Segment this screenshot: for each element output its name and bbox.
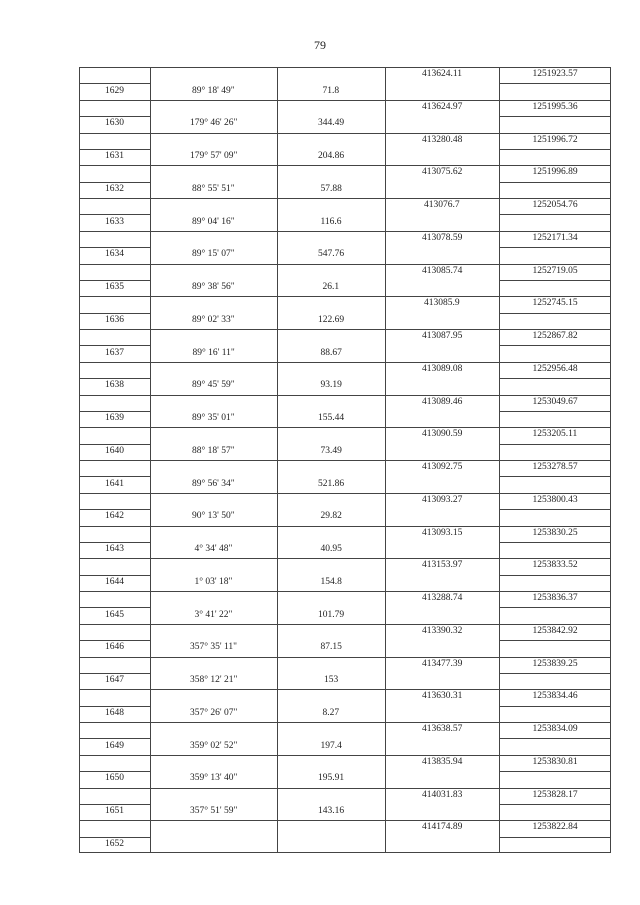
segment-length: 154.8 — [320, 576, 342, 587]
coord-x: 413477.39 — [422, 658, 463, 669]
half-rule — [499, 771, 611, 772]
segment-angle: 88° 18' 57" — [192, 445, 235, 456]
half-rule — [499, 738, 611, 739]
coord-y: 1253205.11 — [532, 429, 578, 440]
half-rule — [499, 706, 611, 707]
half-rule — [79, 771, 150, 772]
half-rule — [79, 738, 150, 739]
segment-length: 195.91 — [318, 773, 345, 784]
point-id: 1652 — [105, 838, 124, 849]
coord-y: 1252867.82 — [532, 331, 578, 342]
row-rule — [79, 100, 611, 101]
segment-length: 547.76 — [318, 249, 345, 260]
segment-length: 122.69 — [318, 314, 345, 325]
point-id: 1651 — [105, 806, 124, 817]
half-rule — [79, 378, 150, 379]
segment-length: 26.1 — [322, 282, 340, 293]
coord-x: 413630.31 — [422, 691, 463, 702]
half-rule — [499, 313, 611, 314]
row-rule — [79, 689, 611, 690]
half-rule — [79, 345, 150, 346]
segment-angle: 359° 13' 40" — [190, 773, 238, 784]
coord-y: 1253830.81 — [532, 756, 578, 767]
point-id: 1647 — [105, 675, 124, 686]
half-rule — [499, 149, 611, 150]
segment-angle: 359° 02' 52" — [190, 740, 238, 751]
half-rule — [79, 706, 150, 707]
coord-x: 413638.57 — [422, 724, 463, 735]
segment-length: 8.27 — [322, 707, 340, 718]
point-id: 1645 — [105, 609, 124, 620]
row-rule — [79, 526, 611, 527]
coord-x: 413078.59 — [422, 232, 463, 243]
segment-angle: 4° 34' 48" — [194, 544, 233, 555]
half-rule — [79, 640, 150, 641]
point-id: 1635 — [105, 282, 124, 293]
point-id: 1639 — [105, 413, 124, 424]
coord-x: 413093.27 — [422, 494, 463, 505]
segment-angle: 358° 12' 21" — [190, 675, 238, 686]
half-rule — [79, 509, 150, 510]
half-rule — [499, 247, 611, 248]
segment-length: 155.44 — [318, 413, 345, 424]
point-id: 1632 — [105, 183, 124, 194]
point-id: 1641 — [105, 478, 124, 489]
coord-y: 1251996.72 — [532, 134, 578, 145]
row-rule — [79, 198, 611, 199]
row-rule — [79, 362, 611, 363]
half-rule — [79, 444, 150, 445]
coord-y: 1253830.25 — [532, 527, 578, 538]
row-rule — [79, 133, 611, 134]
row-rule — [79, 395, 611, 396]
segment-angle: 89° 15' 07" — [192, 249, 235, 260]
segment-angle: 89° 56' 34" — [192, 478, 235, 489]
half-rule — [79, 214, 150, 215]
coord-y: 1252054.76 — [532, 200, 578, 211]
coord-x: 413090.59 — [422, 429, 463, 440]
coord-y: 1253278.57 — [532, 462, 578, 473]
half-rule — [79, 83, 150, 84]
coord-y: 1252956.48 — [532, 363, 578, 374]
half-rule — [499, 804, 611, 805]
half-rule — [79, 247, 150, 248]
half-rule — [79, 837, 150, 838]
half-rule — [499, 116, 611, 117]
coordinate-table — [79, 67, 611, 853]
point-id: 1630 — [105, 118, 124, 129]
row-rule — [79, 591, 611, 592]
half-rule — [79, 411, 150, 412]
coord-x: 413288.74 — [422, 593, 463, 604]
row-rule — [79, 231, 611, 232]
segment-length: 29.82 — [320, 511, 342, 522]
segment-angle: 3° 41' 22" — [194, 609, 233, 620]
half-rule — [499, 83, 611, 84]
segment-length: 88.67 — [320, 347, 342, 358]
half-rule — [79, 280, 150, 281]
coord-x: 413075.62 — [422, 167, 463, 178]
coord-y: 1253828.17 — [532, 789, 578, 800]
coord-x: 413280.48 — [422, 134, 463, 145]
segment-length: 71.8 — [322, 85, 340, 96]
half-rule — [499, 837, 611, 838]
half-rule — [499, 411, 611, 412]
row-rule — [79, 788, 611, 789]
table-border — [79, 67, 611, 68]
coord-y: 1253842.92 — [532, 625, 578, 636]
coord-x: 413835.94 — [422, 756, 463, 767]
segment-angle: 357° 35' 11" — [190, 642, 238, 653]
half-rule — [79, 542, 150, 543]
segment-length: 197.4 — [320, 740, 342, 751]
table-border — [79, 852, 611, 853]
point-id: 1638 — [105, 380, 124, 391]
coord-y: 1253834.46 — [532, 691, 578, 702]
coord-x: 413624.97 — [422, 101, 463, 112]
coord-x: 413085.74 — [422, 265, 463, 276]
segment-angle: 1° 03' 18" — [194, 576, 233, 587]
coord-x: 414174.89 — [422, 822, 463, 833]
segment-angle: 89° 02' 33" — [192, 314, 235, 325]
coord-y: 1253833.52 — [532, 560, 578, 571]
half-rule — [499, 444, 611, 445]
segment-length: 116.6 — [320, 216, 342, 227]
segment-length: 57.88 — [320, 183, 342, 194]
half-rule — [499, 378, 611, 379]
half-rule — [79, 575, 150, 576]
row-rule — [79, 624, 611, 625]
coord-y: 1252745.15 — [532, 298, 578, 309]
half-rule — [499, 542, 611, 543]
half-rule — [499, 345, 611, 346]
segment-angle: 88° 55' 51" — [192, 183, 235, 194]
point-id: 1629 — [105, 85, 124, 96]
half-rule — [79, 313, 150, 314]
half-rule — [499, 476, 611, 477]
row-rule — [79, 755, 611, 756]
point-id: 1640 — [105, 445, 124, 456]
half-rule — [79, 149, 150, 150]
half-rule — [499, 673, 611, 674]
coord-x: 413390.32 — [422, 625, 463, 636]
coord-x: 413624.11 — [422, 69, 463, 80]
point-id: 1637 — [105, 347, 124, 358]
point-id: 1642 — [105, 511, 124, 522]
coord-x: 413092.75 — [422, 462, 463, 473]
half-rule — [499, 182, 611, 183]
point-id: 1643 — [105, 544, 124, 555]
segment-angle: 89° 35' 01" — [192, 413, 235, 424]
segment-length: 143.16 — [318, 806, 345, 817]
point-id: 1648 — [105, 707, 124, 718]
coord-y: 1253800.43 — [532, 494, 578, 505]
row-rule — [79, 558, 611, 559]
coord-y: 1252719.05 — [532, 265, 578, 276]
segment-angle: 90° 13' 50" — [192, 511, 235, 522]
row-rule — [79, 165, 611, 166]
row-rule — [79, 264, 611, 265]
point-id: 1634 — [105, 249, 124, 260]
point-id: 1650 — [105, 773, 124, 784]
half-rule — [79, 607, 150, 608]
coord-y: 1253839.25 — [532, 658, 578, 669]
coord-y: 1251996.89 — [532, 167, 578, 178]
row-rule — [79, 460, 611, 461]
row-rule — [79, 722, 611, 723]
point-id: 1636 — [105, 314, 124, 325]
coord-y: 1253834.09 — [532, 724, 578, 735]
coord-x: 413153.97 — [422, 560, 463, 571]
point-id: 1649 — [105, 740, 124, 751]
point-id: 1644 — [105, 576, 124, 587]
coord-y: 1253049.67 — [532, 396, 578, 407]
coord-y: 1253822.84 — [532, 822, 578, 833]
half-rule — [79, 804, 150, 805]
segment-length: 153 — [324, 675, 339, 686]
half-rule — [499, 575, 611, 576]
segment-angle: 179° 57' 09" — [190, 151, 238, 162]
segment-angle: 89° 04' 16" — [192, 216, 235, 227]
segment-length: 93.19 — [320, 380, 342, 391]
segment-angle: 89° 38' 56" — [192, 282, 235, 293]
row-rule — [79, 493, 611, 494]
coord-x: 413093.15 — [422, 527, 463, 538]
segment-angle: 357° 26' 07" — [190, 707, 238, 718]
half-rule — [499, 509, 611, 510]
coord-y: 1251923.57 — [532, 69, 578, 80]
half-rule — [499, 640, 611, 641]
row-rule — [79, 296, 611, 297]
point-id: 1646 — [105, 642, 124, 653]
coord-x: 413089.46 — [422, 396, 463, 407]
point-id: 1633 — [105, 216, 124, 227]
coord-x: 413089.08 — [422, 363, 463, 374]
coord-x: 413085.9 — [424, 298, 460, 309]
segment-length: 344.49 — [318, 118, 345, 129]
segment-length: 521.86 — [318, 478, 345, 489]
half-rule — [499, 607, 611, 608]
coord-x: 413076.7 — [424, 200, 460, 211]
row-rule — [79, 329, 611, 330]
half-rule — [79, 182, 150, 183]
point-id: 1631 — [105, 151, 124, 162]
segment-length: 204.86 — [318, 151, 345, 162]
segment-angle: 89° 45' 59" — [192, 380, 235, 391]
half-rule — [499, 214, 611, 215]
half-rule — [79, 476, 150, 477]
segment-angle: 179° 46' 26" — [190, 118, 238, 129]
row-rule — [79, 820, 611, 821]
segment-length: 87.15 — [320, 642, 342, 653]
segment-angle: 89° 16' 11" — [192, 347, 235, 358]
coord-x: 414031.83 — [422, 789, 463, 800]
segment-length: 73.49 — [320, 445, 342, 456]
coord-x: 413087.95 — [422, 331, 463, 342]
row-rule — [79, 427, 611, 428]
segment-angle: 89° 18' 49" — [192, 85, 235, 96]
segment-length: 40.95 — [320, 544, 342, 555]
coord-y: 1252171.34 — [532, 232, 578, 243]
half-rule — [499, 280, 611, 281]
half-rule — [79, 116, 150, 117]
coord-y: 1251995.36 — [532, 101, 578, 112]
row-rule — [79, 657, 611, 658]
half-rule — [79, 673, 150, 674]
page-number: 79 — [314, 38, 326, 52]
segment-length: 101.79 — [318, 609, 345, 620]
coord-y: 1253836.37 — [532, 593, 578, 604]
segment-angle: 357° 51' 59" — [190, 806, 238, 817]
